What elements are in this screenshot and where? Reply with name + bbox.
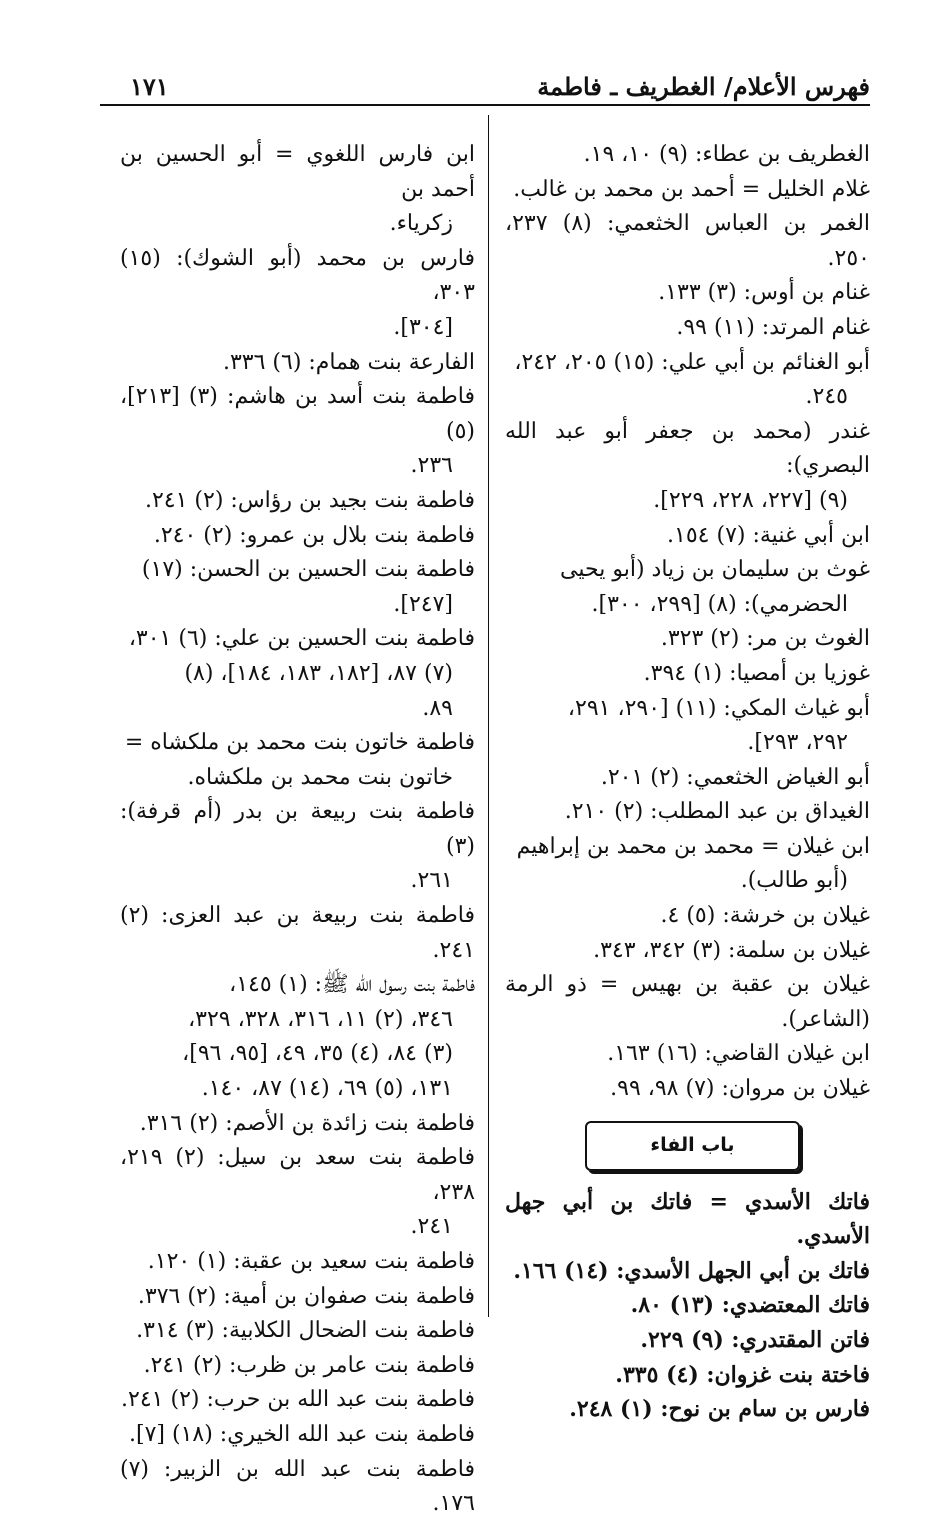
- entry-text: غوث بن سليمان بن زياد (أبو يحيى: [560, 557, 870, 583]
- index-entry: [505, 1288, 870, 1323]
- index-entry: [505, 657, 870, 692]
- entry-continuation: ٢٤٥.: [805, 384, 848, 410]
- index-entry: [120, 346, 475, 381]
- entry-text: أبو غياث المكي: (١١) [٢٩٠، ٢٩١،: [567, 695, 870, 721]
- index-entry: [505, 899, 870, 934]
- index-entry: [120, 519, 475, 554]
- entry-text: غوزيا بن أمصيا: (١) ٣٩٤.: [643, 660, 870, 686]
- entry-text: غيلان بن خرشة: (٥) ٤.: [660, 903, 870, 929]
- index-entry: [120, 484, 475, 519]
- entry-text: فاختة بنت غزوان: (٤) ٣٣٥.: [615, 1361, 870, 1388]
- index-entry: [505, 1037, 870, 1072]
- index-entry: [120, 553, 475, 622]
- index-entry: [120, 138, 475, 242]
- entry-text: فاطمة بنت عبد الله الخيري: (١٨) [٧].: [128, 1421, 475, 1447]
- index-entry: [505, 1254, 870, 1289]
- entry-text: فاطمة بنت سعد بن سيل: (٢) ٢١٩، ٢٣٨،: [120, 1145, 475, 1205]
- section-title: باب الفاء: [650, 1134, 735, 1157]
- index-entry: [505, 207, 870, 276]
- index-entry: [505, 346, 870, 415]
- entry-text: غنام المرتد: (١١) ٩٩.: [676, 314, 870, 340]
- entry-text: فاطمة بنت الحسين بن الحسن: (١٧): [141, 557, 475, 583]
- entry-text: فاطمة بنت الضحال الكلابية: (٣) ٣١٤.: [136, 1318, 475, 1344]
- entry-text: فاطمة بنت ربيعة بن عبد العزى: (٢) ٢٤١.: [120, 903, 475, 963]
- entry-continuation: ٢٦١.: [410, 868, 453, 894]
- entry-text: فاتك الأسدي = فاتك بن أبي جهل الأسدي.: [505, 1188, 870, 1250]
- entry-continuation: (٧) ٨٧، [١٨٢، ١٨٣، ١٨٤]، (٨): [184, 660, 453, 686]
- index-entry: [120, 1141, 475, 1245]
- index-entry: [120, 1107, 475, 1142]
- entry-continuation: ١٣١، (٥) ٦٩، (١٤) ٨٧، ١٤٠.: [201, 1076, 453, 1102]
- index-entry: [505, 519, 870, 554]
- index-entry: [120, 1280, 475, 1315]
- entry-text: فاطمة بنت عبد الله بن الزبير: (٧) ١٧٦.: [120, 1456, 475, 1517]
- entry-text: غيلان بن مروان: (٧) ٩٨، ٩٩.: [610, 1076, 870, 1102]
- index-entry: [120, 242, 475, 346]
- entry-continuation: [٢٤٧].: [393, 591, 453, 617]
- index-entry: [505, 173, 870, 208]
- section-heading-box: [585, 1121, 800, 1171]
- entry-text: فاطمة بنت صفوان بن أمية: (٢) ٣٧٦.: [137, 1283, 475, 1309]
- entry-text: ابن فارس اللغوي = أبو الحسين بن أحمد بن: [120, 142, 475, 202]
- index-entry: [120, 795, 475, 899]
- index-entry: [505, 795, 870, 830]
- entry-text: غلام الخليل = أحمد بن محمد بن غالب.: [513, 176, 870, 202]
- entry-text: فاتك بن أبي الجهل الأسدي: (١٤) ١٦٦.: [513, 1257, 870, 1284]
- index-entry: [505, 311, 870, 346]
- entry-continuation: ٣٤٦، (٢) ١١، ٣١٦، ٣٢٨، ٣٢٩،: [188, 1006, 453, 1032]
- entry-text: ابن غيلان = محمد بن محمد بن إبراهيم: [516, 833, 870, 859]
- entry-text: الغمر بن العباس الخثعمي: (٨) ٢٣٧، ٢٥٠.: [505, 211, 871, 271]
- entry-continuation: خاتون بنت محمد بن ملكشاه.: [187, 764, 453, 790]
- entry-text: فاطمة خاتون بنت محمد بن ملكشاه =: [124, 730, 475, 756]
- index-entry: [505, 934, 870, 969]
- index-entry: [120, 380, 475, 484]
- entry-continuation: (٩) [٢٢٧، ٢٢٨، ٢٢٩].: [653, 487, 848, 513]
- entry-continuation: (٣) ٨٤، (٤) ٣٥، ٤٩، [٩٥، ٩٦]،: [182, 1041, 453, 1067]
- index-entry: [505, 968, 870, 1037]
- entry-text: ابن غيلان القاضي: (١٦) ١٦٣.: [607, 1041, 870, 1067]
- entry-text: غيلان بن سلمة: (٣) ٣٤٢، ٣٤٣.: [593, 937, 870, 963]
- column-divider: [488, 115, 489, 1317]
- index-entry: [120, 1349, 475, 1384]
- index-entry: [120, 1245, 475, 1280]
- index-entry: [120, 1383, 475, 1418]
- index-entry: [505, 1072, 870, 1107]
- index-entry: [120, 899, 475, 968]
- index-entry: [120, 1314, 475, 1349]
- index-entry: [505, 415, 870, 519]
- entry-text: ابن أبي غنية: (٧) ١٥٤.: [667, 522, 870, 548]
- entry-continuation: الحضرمي): (٨) [٢٩٩، ٣٠٠].: [591, 591, 848, 617]
- entry-text: فاطمة بنت بجيد بن رؤاس: (٢) ٢٤١.: [144, 487, 475, 513]
- header-rule: [100, 104, 870, 106]
- entry-continuation: ٢٩٢، ٢٩٣].: [747, 730, 848, 756]
- entry-continuation: (أبو طالب).: [740, 868, 848, 894]
- index-entry: [505, 1323, 870, 1358]
- index-entry: [120, 968, 475, 1106]
- entry-text: فاتن المقتدري: (٩) ٢٢٩.: [640, 1327, 870, 1353]
- entry-continuation: [٣٠٤].: [393, 314, 453, 340]
- entry-text: فاطمة بنت عبد الله بن حرب: (٢) ٢٤١.: [121, 1387, 475, 1413]
- entry-text: الغوث بن مر: (٢) ٣٢٣.: [660, 626, 870, 652]
- entry-text: فارس بن سام بن نوح: (١) ٢٤٨.: [569, 1396, 870, 1423]
- index-entry: [505, 622, 870, 657]
- entry-text: فاطمة بنت الحسين بن علي: (٦) ٣٠١،: [128, 626, 475, 652]
- index-entry: [505, 138, 870, 173]
- entry-text: فاطمة بنت بلال بن عمرو: (٢) ٢٤٠.: [153, 522, 475, 548]
- index-entry: [505, 553, 870, 622]
- index-entry: [120, 726, 475, 795]
- entry-text: الغطريف بن عطاء: (٩) ١٠، ١٩.: [583, 142, 870, 167]
- entry-continuation: ٨٩.: [422, 695, 453, 721]
- index-entry: [505, 1185, 870, 1254]
- entry-text: فاطمة بنت زائدة بن الأصم: (٢) ٣١٦.: [139, 1110, 475, 1136]
- entry-text: غيلان بن عقبة بن بهيس = ذو الرمة (الشاعر).: [505, 972, 870, 1032]
- index-entry: [505, 692, 870, 761]
- page-number: ١٧١: [130, 72, 169, 101]
- index-entry: [505, 1392, 870, 1427]
- entry-continuation: ٢٤١.: [410, 1214, 453, 1240]
- running-title: فهرس الأعلام/ الغطريف ـ فاطمة: [537, 72, 870, 101]
- index-entry: [505, 761, 870, 796]
- index-entry: [505, 830, 870, 899]
- entry-text: فاطمة بنت سعيد بن عقبة: (١) ١٢٠.: [147, 1249, 475, 1274]
- entry-text: فاتك المعتضدي: (١٣) ٨٠.: [630, 1292, 870, 1319]
- entry-text: فاطمة بنت ربيعة بن بدر (أم قرفة): (٣): [120, 799, 475, 859]
- entry-text: فاطمة بنت رسول الله ﷺ: (١) ١٤٥،: [229, 972, 475, 998]
- entry-text: غنام بن أوس: (٣) ١٣٣.: [658, 280, 870, 306]
- entry-text: أبو الغنائم بن أبي علي: (١٥) ٢٠٥، ٢٤٢،: [514, 349, 870, 375]
- entry-continuation: ٢٣٦.: [410, 453, 453, 479]
- index-entry: [505, 276, 870, 311]
- index-entry: [120, 1453, 475, 1522]
- entry-text: غندر (محمد بن جعفر أبو عبد الله البصري):: [505, 418, 870, 479]
- left-column: [120, 138, 475, 1522]
- right-column: [505, 138, 870, 1427]
- entry-continuation: زكرياء.: [389, 211, 453, 237]
- entry-text: الغيداق بن عبد المطلب: (٢) ٢١٠.: [564, 799, 870, 825]
- entry-text: فاطمة بنت أسد بن هاشم: (٣) [٢١٣]، (٥): [120, 384, 475, 444]
- page-header: [100, 50, 870, 100]
- entry-text: فارس بن محمد (أبو الشوك): (١٥) ٣٠٣،: [120, 245, 475, 306]
- index-entry: [120, 622, 475, 726]
- index-entry: [120, 1418, 475, 1453]
- entry-text: الفارعة بنت همام: (٦) ٣٣٦.: [222, 349, 475, 375]
- entry-text: أبو الغياض الخثعمي: (٢) ٢٠١.: [600, 764, 870, 790]
- entry-text: فاطمة بنت عامر بن ظرب: (٢) ٢٤١.: [143, 1352, 475, 1378]
